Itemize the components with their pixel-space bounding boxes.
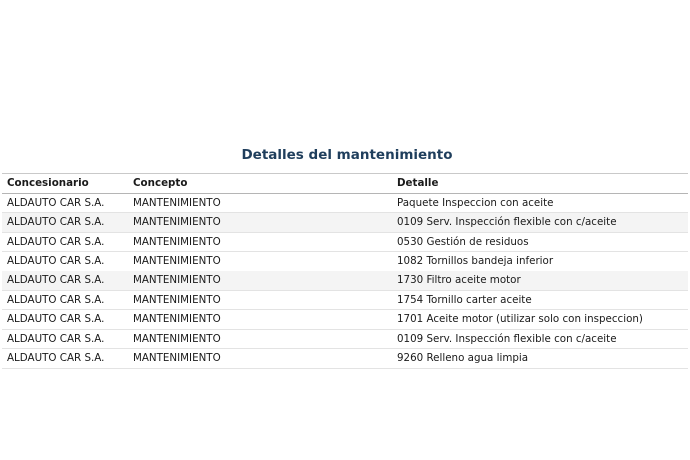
cell-detail: 9260 Relleno agua limpia [397, 352, 529, 365]
column-header-detail: Detalle [397, 177, 439, 189]
cell-detail: 0109 Serv. Inspección flexible con c/aceite [397, 332, 617, 345]
cell-dealer: ALDAUTO CAR S.A. [7, 196, 105, 209]
cell-detail: 1754 Tornillo carter aceite [397, 293, 532, 306]
table-row [2, 271, 688, 291]
maintenance-table [2, 173, 688, 369]
cell-concept: MANTENIMIENTO [133, 313, 221, 326]
cell-concept: MANTENIMIENTO [133, 255, 221, 268]
cell-concept: MANTENIMIENTO [133, 293, 221, 306]
cell-dealer: ALDAUTO CAR S.A. [7, 332, 105, 345]
cell-concept: MANTENIMIENTO [133, 196, 221, 209]
table-header [2, 173, 688, 194]
table-row [2, 310, 688, 330]
cell-detail: 1701 Aceite motor (utilizar solo con inspeccion) [397, 313, 643, 326]
cell-concept: MANTENIMIENTO [133, 332, 221, 345]
cell-detail: 0530 Gestión de residuos [397, 235, 529, 248]
cell-detail: 1082 Tornillos bandeja inferior [397, 255, 554, 268]
cell-dealer: ALDAUTO CAR S.A. [7, 352, 105, 365]
cell-concept: MANTENIMIENTO [133, 216, 221, 229]
table-row [2, 349, 688, 369]
cell-detail: 1730 Filtro aceite motor [397, 273, 521, 286]
table-row [2, 213, 688, 233]
cell-concept: MANTENIMIENTO [133, 352, 221, 365]
cell-dealer: ALDAUTO CAR S.A. [7, 216, 105, 229]
cell-detail: Paquete Inspeccion con aceite [397, 196, 554, 209]
cell-detail: 0109 Serv. Inspección flexible con c/aceite [397, 216, 617, 229]
table-row [2, 291, 688, 311]
table-row [2, 330, 688, 350]
cell-concept: MANTENIMIENTO [133, 235, 221, 248]
cell-dealer: ALDAUTO CAR S.A. [7, 293, 105, 306]
cell-concept: MANTENIMIENTO [133, 273, 221, 286]
cell-dealer: ALDAUTO CAR S.A. [7, 255, 105, 268]
table-row [2, 252, 688, 271]
column-header-dealer: Concesionario [7, 177, 89, 189]
cell-dealer: ALDAUTO CAR S.A. [7, 235, 105, 248]
table-row [2, 194, 688, 214]
table-row [2, 233, 688, 253]
cell-dealer: ALDAUTO CAR S.A. [7, 313, 105, 326]
cell-dealer: ALDAUTO CAR S.A. [7, 273, 105, 286]
column-header-concept: Concepto [133, 177, 188, 189]
section-title: Detalles del mantenimiento [241, 147, 453, 160]
